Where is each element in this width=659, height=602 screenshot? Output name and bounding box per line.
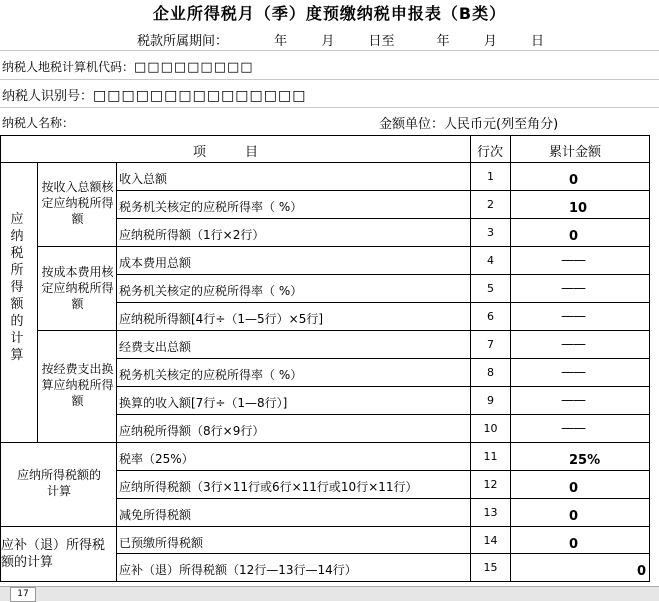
declaration-table [0,135,650,582]
taxpayer-id-boxes[interactable]: □□□□□□□□□□□□□□□ [93,88,307,104]
table-row [117,275,471,303]
table-row [117,554,471,582]
row-amount: —— [561,281,585,296]
row-amount: —— [561,421,585,436]
row-amount-cell[interactable] [511,275,650,303]
row-amount-cell[interactable] [511,219,650,247]
table-row [117,527,471,554]
row-number: 15 [471,554,511,582]
divider [0,50,659,51]
row-number: 6 [471,303,511,331]
section-refund-label: 应补（退）所得税额的计算 [1,538,106,570]
group2-label: 按成本费用核定应纳税所得额 [41,265,114,311]
row-amount-cell[interactable] [511,415,650,443]
taxpayer-name-label[interactable]: 纳税人名称： [2,116,75,130]
row-number: 12 [471,471,511,499]
row-number: 11 [471,443,511,471]
period-month-end: 月 [483,34,497,49]
row-amount: —— [561,393,585,408]
row-amount: —— [561,337,585,352]
row-number: 3 [471,219,511,247]
table-row [117,443,471,471]
row-amount-cell[interactable] [511,443,650,471]
row-item-label: 减免所得税额 [119,508,192,522]
row-item-label: 成本费用总额 [119,256,192,270]
period-day-start: 日至 [368,34,395,49]
row-item-label: 经费支出总额 [119,340,192,354]
row-amount-cell[interactable] [511,359,650,387]
row-item-label: 应纳所得税额（3行×11行或6行×11行或10行×11行） [119,480,418,494]
table-row [117,387,471,415]
table-row [117,303,471,331]
tax-period [137,30,544,49]
row-amount: —— [561,365,585,380]
row-amount: 0 [569,537,579,552]
row-item-label: 已预缴所得税额 [119,536,204,550]
row-item-label: 税率（25%） [119,452,194,466]
row-number: 5 [471,275,511,303]
row-number: 1 [471,163,511,191]
sheet-tab-bar [0,586,659,601]
section-main-label: 应纳税所得额的计算 [10,212,24,363]
row-number: 2 [471,191,511,219]
sheet-tab[interactable]: 17 [10,587,36,602]
table-row [117,415,471,443]
period-month-start: 月 [321,34,335,49]
row-item-label: 应纳税所得额（1行×2行） [119,228,265,242]
row-amount: 10 [569,201,588,216]
row-number: 10 [471,415,511,443]
row-number: 4 [471,247,511,275]
table-row [117,247,471,275]
table-row [117,359,471,387]
row-amount-cell[interactable] [511,331,650,359]
row-item-label: 税务机关核定的应税所得率（ %） [119,284,303,298]
local-tax-code-label: 纳税人地税计算机代码： [2,60,135,74]
row-amount: 0 [636,564,646,579]
group1-label: 按收入总额核定应纳税所得额 [41,180,114,226]
divider [0,107,659,108]
header-row-no: 行次 [477,145,504,160]
row-amount-cell[interactable] [511,499,650,527]
row-amount: —— [561,253,585,268]
row-number: 9 [471,387,511,415]
period-year-start: 年 [274,34,288,49]
table-row [117,471,471,499]
row-item-label: 应补（退）所得税额（12行—13行—14行） [119,563,357,577]
row-item-label: 收入总额 [119,172,168,186]
row-item-label: 换算的收入额[7行÷（1—8行）] [119,396,288,410]
row-number: 8 [471,359,511,387]
row-amount-cell[interactable] [511,191,650,219]
section-tax-label: 应纳所得税额的计算 [16,468,101,498]
row-amount: 0 [569,481,579,496]
row-number: 14 [471,527,511,554]
row-amount-cell[interactable] [511,163,650,191]
row-amount: 0 [569,509,579,524]
taxpayer-id-label: 纳税人识别号： [2,89,94,104]
row-amount: 0 [569,173,579,188]
taxpayer-id [2,85,306,104]
row-item-label: 税务机关核定的应税所得率（ %） [119,368,303,382]
row-number: 7 [471,331,511,359]
divider [0,79,659,80]
table-row [117,163,471,191]
local-tax-code-boxes[interactable]: □□□□□□□□□ [134,60,254,75]
row-item-label: 应纳税所得额[4行÷（1—5行）×5行] [119,312,324,326]
period-day-end: 日 [530,34,544,49]
row-amount-cell[interactable] [511,303,650,331]
row-amount-cell[interactable] [511,554,650,582]
row-amount-cell[interactable] [511,247,650,275]
amount-unit: 金额单位：人民币元(列至角分) [379,117,559,132]
row-item-label: 应纳税所得额（8行×9行） [119,424,265,438]
period-year-end: 年 [436,34,450,49]
tax-period-label: 税款所属期间： [137,34,229,49]
row-amount-cell[interactable] [511,471,650,499]
table-row [117,499,471,527]
row-amount: —— [561,309,585,324]
table-row [117,191,471,219]
local-tax-code [2,58,254,75]
group3-label: 按经费支出换算应纳税所得额 [41,362,114,408]
header-item: 项 目 [193,145,259,160]
table-row [117,331,471,359]
row-amount: 25% [569,453,601,468]
form-title: 企业所得税月（季）度预缴纳税申报表（B类） [152,4,507,23]
table-row [117,219,471,247]
row-amount-cell[interactable] [511,527,650,554]
row-number: 13 [471,499,511,527]
row-item-label: 税务机关核定的应税所得率（ %） [119,200,303,214]
header-cumulative: 累计金额 [549,145,602,160]
row-amount: 0 [569,229,579,244]
row-amount-cell[interactable] [511,387,650,415]
